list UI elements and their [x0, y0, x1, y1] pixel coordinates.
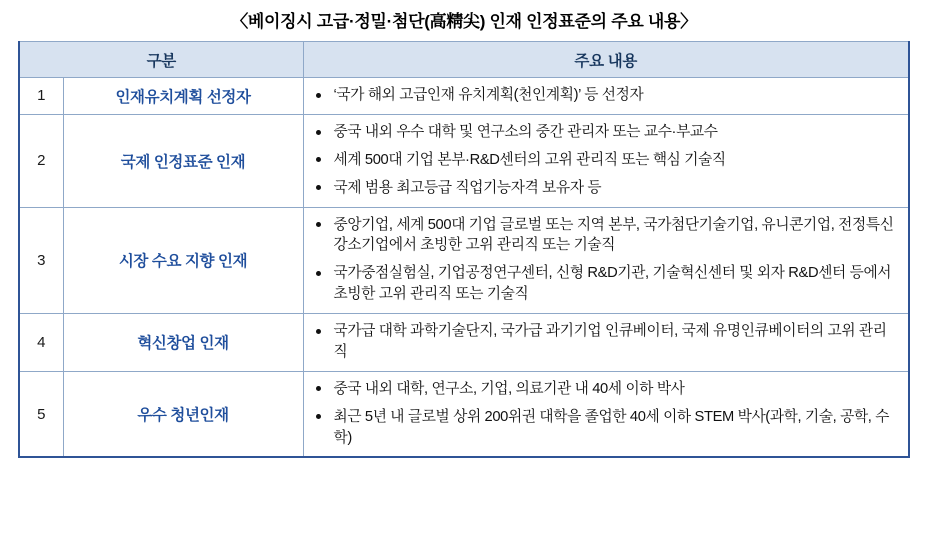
- list-item-text: 세계 500대 기업 본부·R&D센터의 고위 관리직 또는 핵심 기술직: [333, 151, 726, 168]
- row-number: 2: [19, 114, 63, 207]
- bullet-list: [310, 379, 898, 449]
- list-item-text: 중앙기업, 세계 500대 기업 글로벌 또는 지역 본부, 국가첨단기술기업, 유니콘기업, 전정특신 강소기업에서 초빙한 고위 관리직 또는 기술직: [333, 216, 894, 254]
- list-item: [310, 85, 898, 106]
- row-category: 국제 인정표준 인재: [63, 114, 303, 207]
- row-category: 혁신창업 인재: [63, 314, 303, 372]
- bullet-icon: [316, 185, 321, 190]
- row-number: 1: [19, 78, 63, 115]
- bullet-list: [310, 85, 898, 106]
- list-item: [310, 407, 898, 449]
- table-body: [19, 78, 909, 458]
- row-number: 5: [19, 371, 63, 457]
- bullet-icon: [316, 271, 321, 276]
- list-item-text: 국제 범용 최고등급 직업기능자격 보유자 등: [333, 179, 602, 196]
- list-item: [310, 215, 898, 257]
- table-row: [19, 78, 909, 115]
- table-header: [19, 42, 909, 78]
- list-item: [310, 379, 898, 400]
- list-item-text: 국가중점실험실, 기업공정연구센터, 신형 R&D기관, 기술혁신센터 및 외자 R&D센터 등에서 초빙한 고위 관리직 또는 기술직: [333, 265, 892, 303]
- list-item-text: 중국 내외 대학, 연구소, 기업, 의료기관 내 40세 이하 박사: [333, 380, 685, 397]
- column-header-content: 주요 내용: [303, 42, 909, 78]
- row-content: [303, 207, 909, 314]
- table-header-row: [19, 42, 909, 78]
- list-item: [310, 122, 898, 143]
- bullet-icon: [316, 329, 321, 334]
- bullet-list: [310, 321, 898, 363]
- row-content: [303, 314, 909, 372]
- bullet-list: [310, 122, 898, 199]
- row-category: 시장 수요 지향 인재: [63, 207, 303, 314]
- bullet-icon: [316, 93, 321, 98]
- list-item-text: 중국 내외 우수 대학 및 연구소의 중간 관리자 또는 교수·부교수: [333, 123, 718, 140]
- row-category: 인재유치계획 선정자: [63, 78, 303, 115]
- bullet-icon: [316, 157, 321, 162]
- bullet-icon: [316, 414, 321, 419]
- table-row: [19, 314, 909, 372]
- bullet-icon: [316, 222, 321, 227]
- list-item-text: ‘국가 해외 고급인재 유치계획(천인계획)’ 등 선정자: [333, 87, 644, 103]
- row-number: 4: [19, 314, 63, 372]
- list-item: [310, 178, 898, 199]
- row-category: 우수 청년인재: [63, 371, 303, 457]
- column-header-category: 구분: [19, 42, 303, 78]
- row-content: [303, 78, 909, 115]
- list-item: [310, 150, 898, 171]
- table-row: [19, 114, 909, 207]
- criteria-table: [18, 41, 910, 458]
- bullet-list: [310, 215, 898, 306]
- page-title: 〈베이징시 고급·정밀·첨단(高精尖) 인재 인정표준의 주요 내용〉: [231, 12, 697, 31]
- row-content: [303, 371, 909, 457]
- list-item: [310, 321, 898, 363]
- table-row: [19, 207, 909, 314]
- bullet-icon: [316, 386, 321, 391]
- table-row: [19, 371, 909, 457]
- bullet-icon: [316, 130, 321, 135]
- list-item-text: 최근 5년 내 글로벌 상위 200위권 대학을 졸업한 40세 이하 STEM 박사(과학, 기술, 공학, 수학): [333, 408, 890, 446]
- row-content: [303, 114, 909, 207]
- list-item: [310, 263, 898, 305]
- row-number: 3: [19, 207, 63, 314]
- list-item-text: 국가급 대학 과학기술단지, 국가급 과기기업 인큐베이터, 국제 유명인큐베이터의 고위 관리직: [333, 323, 887, 360]
